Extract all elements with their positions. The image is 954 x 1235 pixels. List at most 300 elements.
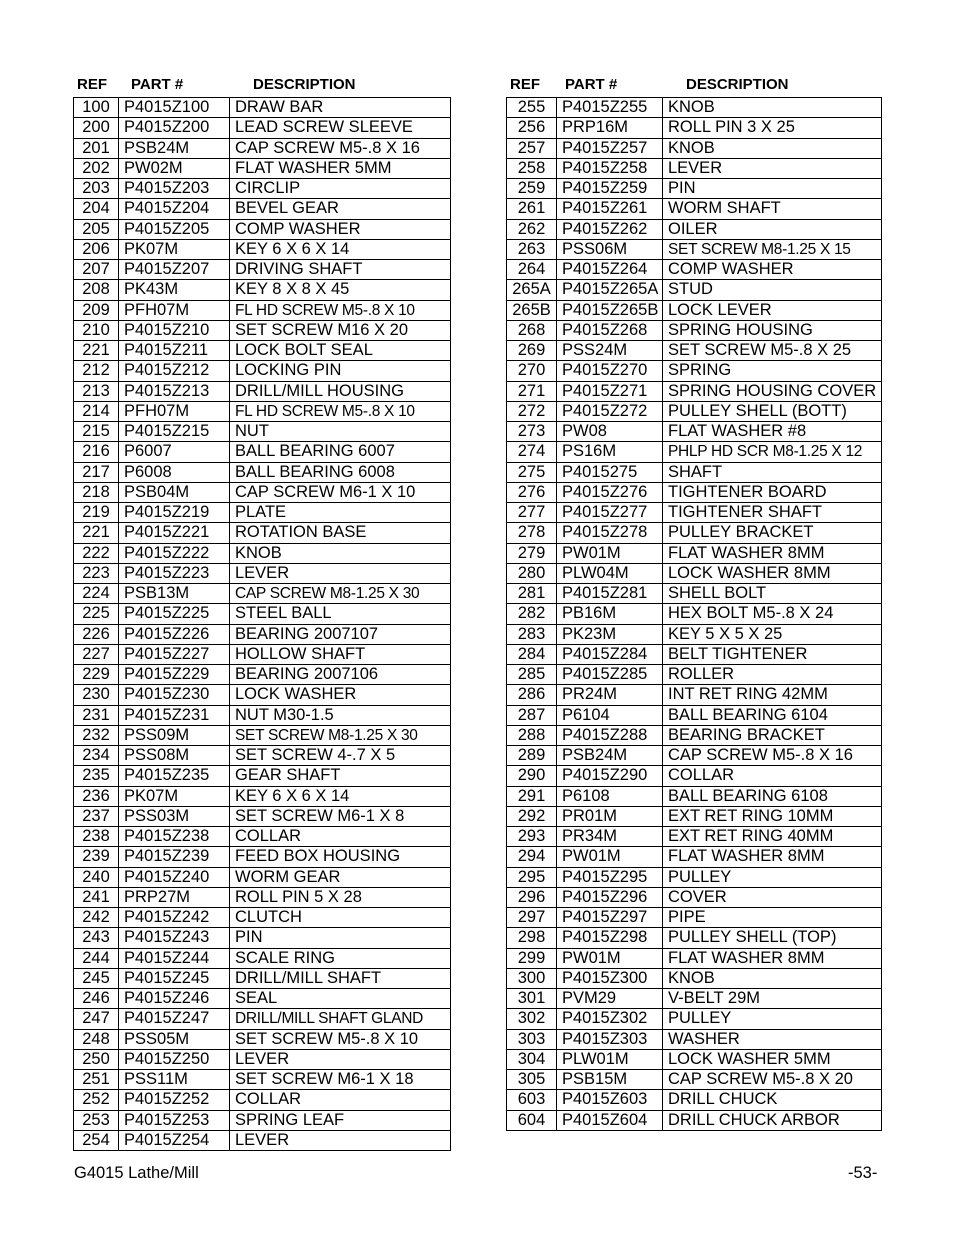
table-row xyxy=(507,644,882,664)
part-number-cell: PSB24M xyxy=(119,138,230,158)
table-row xyxy=(507,624,882,644)
table-row xyxy=(507,523,882,543)
left-table-header xyxy=(73,74,451,97)
table-row xyxy=(74,179,451,199)
part-number-cell: PW01M xyxy=(557,948,663,968)
right-parts-table xyxy=(506,97,882,1131)
ref-cell: 213 xyxy=(74,381,119,401)
part-number-cell: P4015Z212 xyxy=(119,361,230,381)
description-header: DESCRIPTION xyxy=(686,76,789,93)
part-number-cell: P4015Z257 xyxy=(557,138,663,158)
table-row xyxy=(507,563,882,583)
part-number-cell: P4015Z281 xyxy=(557,584,663,604)
description-cell: V-BELT 29M xyxy=(663,989,882,1009)
table-row xyxy=(74,341,451,361)
part-number-cell: P4015Z207 xyxy=(119,260,230,280)
part-number-cell: PW01M xyxy=(557,543,663,563)
part-number-cell: P4015Z300 xyxy=(557,968,663,988)
description-cell: DRIVING SHAFT xyxy=(230,260,451,280)
table-row xyxy=(507,300,882,320)
ref-cell: 219 xyxy=(74,503,119,523)
part-number-cell: P4015Z254 xyxy=(119,1130,230,1150)
part-number-cell: PSB15M xyxy=(557,1070,663,1090)
ref-cell: 221 xyxy=(74,523,119,543)
ref-cell: 296 xyxy=(507,887,557,907)
part-number-cell: P4015Z227 xyxy=(119,644,230,664)
part-number-cell: P4015Z100 xyxy=(119,98,230,118)
part-number-cell: P4015Z238 xyxy=(119,827,230,847)
ref-cell: 285 xyxy=(507,665,557,685)
table-row xyxy=(507,584,882,604)
table-row xyxy=(74,1029,451,1049)
description-cell: COMP WASHER xyxy=(663,260,882,280)
table-row xyxy=(507,766,882,786)
table-row xyxy=(507,665,882,685)
ref-cell: 256 xyxy=(507,118,557,138)
part-number-cell: PSS06M xyxy=(557,239,663,259)
part-number-cell: P6108 xyxy=(557,786,663,806)
description-cell: LEVER xyxy=(663,158,882,178)
ref-cell: 603 xyxy=(507,1090,557,1110)
description-cell: CLUTCH xyxy=(230,908,451,928)
description-cell: LOCKING PIN xyxy=(230,361,451,381)
part-number-cell: P4015Z255 xyxy=(557,98,663,118)
part-number-cell: P4015Z245 xyxy=(119,968,230,988)
part-number-cell: PK07M xyxy=(119,239,230,259)
part-number-cell: P4015Z277 xyxy=(557,503,663,523)
ref-cell: 255 xyxy=(507,98,557,118)
description-cell: NUT xyxy=(230,422,451,442)
ref-cell: 235 xyxy=(74,766,119,786)
part-number-cell: P4015Z243 xyxy=(119,928,230,948)
ref-cell: 236 xyxy=(74,786,119,806)
table-row xyxy=(74,320,451,340)
table-row xyxy=(74,158,451,178)
table-row xyxy=(507,179,882,199)
ref-cell: 248 xyxy=(74,1029,119,1049)
part-number-cell: P4015Z229 xyxy=(119,665,230,685)
table-row xyxy=(74,584,451,604)
table-row xyxy=(507,260,882,280)
part-number-cell: P4015Z264 xyxy=(557,260,663,280)
description-cell: DRILL CHUCK xyxy=(663,1090,882,1110)
ref-cell: 265B xyxy=(507,300,557,320)
part-number-cell: PFH07M xyxy=(119,300,230,320)
ref-cell: 237 xyxy=(74,806,119,826)
table-row xyxy=(74,847,451,867)
table-row xyxy=(507,604,882,624)
table-row xyxy=(507,503,882,523)
ref-cell: 262 xyxy=(507,219,557,239)
description-cell: COMP WASHER xyxy=(230,219,451,239)
ref-cell: 204 xyxy=(74,199,119,219)
description-cell: PULLEY xyxy=(663,867,882,887)
description-cell: ROTATION BASE xyxy=(230,523,451,543)
part-number-cell: P4015Z298 xyxy=(557,928,663,948)
description-cell: ROLLER xyxy=(663,665,882,685)
part-number-cell: P4015Z219 xyxy=(119,503,230,523)
part-number-cell: P4015Z253 xyxy=(119,1110,230,1130)
description-cell: FLAT WASHER 8MM xyxy=(663,948,882,968)
ref-cell: 242 xyxy=(74,908,119,928)
description-cell: BEVEL GEAR xyxy=(230,199,451,219)
table-row xyxy=(74,1110,451,1130)
ref-cell: 300 xyxy=(507,968,557,988)
table-row xyxy=(74,361,451,381)
ref-cell: 215 xyxy=(74,422,119,442)
ref-cell: 304 xyxy=(507,1049,557,1069)
ref-cell: 252 xyxy=(74,1090,119,1110)
ref-cell: 258 xyxy=(507,158,557,178)
table-row xyxy=(74,199,451,219)
part-number-cell: P4015Z278 xyxy=(557,523,663,543)
part-number-cell: PSS24M xyxy=(557,341,663,361)
part-number-cell: P4015Z223 xyxy=(119,563,230,583)
part-number-cell: P4015Z246 xyxy=(119,989,230,1009)
table-row xyxy=(507,989,882,1009)
description-cell: CAP SCREW M5-.8 X 16 xyxy=(230,138,451,158)
part-number-cell: P4015Z235 xyxy=(119,766,230,786)
part-number-cell: P4015Z203 xyxy=(119,179,230,199)
description-cell: BALL BEARING 6007 xyxy=(230,442,451,462)
description-cell: FEED BOX HOUSING xyxy=(230,847,451,867)
ref-cell: 291 xyxy=(507,786,557,806)
ref-cell: 280 xyxy=(507,563,557,583)
description-cell: KNOB xyxy=(663,968,882,988)
description-cell: COLLAR xyxy=(230,1090,451,1110)
description-cell: SET SCREW M8-1.25 X 15 xyxy=(663,239,882,259)
part-number-cell: P4015Z204 xyxy=(119,199,230,219)
ref-cell: 250 xyxy=(74,1049,119,1069)
description-cell: KEY 5 X 5 X 25 xyxy=(663,624,882,644)
ref-cell: 293 xyxy=(507,827,557,847)
ref-cell: 221 xyxy=(74,341,119,361)
ref-cell: 225 xyxy=(74,604,119,624)
page-number: -53- xyxy=(848,1164,878,1182)
ref-cell: 240 xyxy=(74,867,119,887)
table-row xyxy=(507,746,882,766)
ref-cell: 301 xyxy=(507,989,557,1009)
ref-cell: 276 xyxy=(507,482,557,502)
part-number-cell: P4015275 xyxy=(557,462,663,482)
description-cell: FLAT WASHER #8 xyxy=(663,422,882,442)
part-number-cell: P4015Z262 xyxy=(557,219,663,239)
description-cell: PIN xyxy=(663,179,882,199)
ref-cell: 205 xyxy=(74,219,119,239)
ref-cell: 288 xyxy=(507,725,557,745)
table-row xyxy=(74,1049,451,1069)
table-row xyxy=(74,300,451,320)
description-cell: OILER xyxy=(663,219,882,239)
part-number-cell: P4015Z226 xyxy=(119,624,230,644)
part-number-cell: P4015Z288 xyxy=(557,725,663,745)
table-row xyxy=(507,442,882,462)
ref-cell: 305 xyxy=(507,1070,557,1090)
ref-cell: 299 xyxy=(507,948,557,968)
description-cell: SET SCREW M5-.8 X 25 xyxy=(663,341,882,361)
ref-cell: 100 xyxy=(74,98,119,118)
part-number-cell: PLW04M xyxy=(557,563,663,583)
part-header: PART # xyxy=(131,76,184,93)
description-cell: NUT M30-1.5 xyxy=(230,705,451,725)
table-row xyxy=(507,887,882,907)
ref-cell: 232 xyxy=(74,725,119,745)
description-cell: DRAW BAR xyxy=(230,98,451,118)
description-cell: COVER xyxy=(663,887,882,907)
part-number-cell: P4015Z239 xyxy=(119,847,230,867)
table-row xyxy=(74,543,451,563)
description-cell: WORM SHAFT xyxy=(663,199,882,219)
part-number-cell: PSS09M xyxy=(119,725,230,745)
ref-cell: 302 xyxy=(507,1009,557,1029)
part-number-cell: P4015Z268 xyxy=(557,320,663,340)
description-cell: DRILL/MILL SHAFT xyxy=(230,968,451,988)
table-row xyxy=(74,381,451,401)
ref-cell: 245 xyxy=(74,968,119,988)
part-number-cell: P4015Z215 xyxy=(119,422,230,442)
table-row xyxy=(74,401,451,421)
table-row xyxy=(74,482,451,502)
description-cell: WORM GEAR xyxy=(230,867,451,887)
table-row xyxy=(74,786,451,806)
description-cell: COLLAR xyxy=(663,766,882,786)
ref-cell: 238 xyxy=(74,827,119,847)
ref-cell: 251 xyxy=(74,1070,119,1090)
part-number-cell: P4015Z290 xyxy=(557,766,663,786)
part-number-cell: P4015Z240 xyxy=(119,867,230,887)
description-cell: PULLEY BRACKET xyxy=(663,523,882,543)
description-cell: FLAT WASHER 8MM xyxy=(663,543,882,563)
part-number-cell: P4015Z271 xyxy=(557,381,663,401)
part-number-cell: P4015Z221 xyxy=(119,523,230,543)
part-number-cell: P6104 xyxy=(557,705,663,725)
description-cell: SHELL BOLT xyxy=(663,584,882,604)
table-row xyxy=(507,320,882,340)
part-number-cell: PSB13M xyxy=(119,584,230,604)
description-cell: SHAFT xyxy=(663,462,882,482)
table-row xyxy=(507,482,882,502)
description-cell: BALL BEARING 6108 xyxy=(663,786,882,806)
part-number-cell: P6007 xyxy=(119,442,230,462)
part-number-cell: P4015Z259 xyxy=(557,179,663,199)
ref-cell: 208 xyxy=(74,280,119,300)
table-row xyxy=(507,725,882,745)
ref-cell: 206 xyxy=(74,239,119,259)
description-cell: SET SCREW M6-1 X 18 xyxy=(230,1070,451,1090)
part-number-cell: P4015Z284 xyxy=(557,644,663,664)
part-number-cell: P4015Z250 xyxy=(119,1049,230,1069)
ref-cell: 286 xyxy=(507,685,557,705)
ref-cell: 287 xyxy=(507,705,557,725)
table-row xyxy=(507,1070,882,1090)
description-cell: DRILL/MILL HOUSING xyxy=(230,381,451,401)
ref-cell: 253 xyxy=(74,1110,119,1130)
description-cell: LOCK WASHER xyxy=(230,685,451,705)
part-number-cell: PS16M xyxy=(557,442,663,462)
ref-cell: 254 xyxy=(74,1130,119,1150)
description-cell: STEEL BALL xyxy=(230,604,451,624)
ref-cell: 273 xyxy=(507,422,557,442)
ref-cell: 295 xyxy=(507,867,557,887)
part-number-cell: PK07M xyxy=(119,786,230,806)
description-cell: BEARING BRACKET xyxy=(663,725,882,745)
table-row xyxy=(74,887,451,907)
table-row xyxy=(74,766,451,786)
table-row xyxy=(74,219,451,239)
description-cell: BELT TIGHTENER xyxy=(663,644,882,664)
left-parts-table xyxy=(73,97,451,1151)
table-row xyxy=(74,968,451,988)
part-number-cell: P4015Z270 xyxy=(557,361,663,381)
part-number-cell: P4015Z213 xyxy=(119,381,230,401)
part-number-cell: P4015Z276 xyxy=(557,482,663,502)
part-number-cell: P4015Z272 xyxy=(557,401,663,421)
table-row xyxy=(507,847,882,867)
description-cell: KNOB xyxy=(663,138,882,158)
part-number-cell: PLW01M xyxy=(557,1049,663,1069)
description-cell: PULLEY SHELL (BOTT) xyxy=(663,401,882,421)
table-row xyxy=(507,341,882,361)
table-row xyxy=(507,1009,882,1029)
table-row xyxy=(507,827,882,847)
description-cell: COLLAR xyxy=(230,827,451,847)
ref-cell: 264 xyxy=(507,260,557,280)
ref-cell: 202 xyxy=(74,158,119,178)
part-number-cell: PSB04M xyxy=(119,482,230,502)
ref-cell: 244 xyxy=(74,948,119,968)
table-row xyxy=(507,1110,882,1130)
table-row xyxy=(507,1049,882,1069)
table-row xyxy=(74,422,451,442)
ref-cell: 303 xyxy=(507,1029,557,1049)
table-row xyxy=(74,806,451,826)
table-row xyxy=(507,786,882,806)
table-row xyxy=(74,948,451,968)
table-row xyxy=(507,138,882,158)
part-number-cell: PW01M xyxy=(557,847,663,867)
ref-header: REF xyxy=(77,76,107,93)
part-number-cell: P4015Z296 xyxy=(557,887,663,907)
part-number-cell: P4015Z297 xyxy=(557,908,663,928)
part-number-cell: PR01M xyxy=(557,806,663,826)
description-cell: HEX BOLT M5-.8 X 24 xyxy=(663,604,882,624)
ref-cell: 257 xyxy=(507,138,557,158)
table-row xyxy=(74,442,451,462)
part-number-cell: PVM29 xyxy=(557,989,663,1009)
description-cell: FL HD SCREW M5-.8 X 10 xyxy=(230,300,451,320)
description-cell: EXT RET RING 40MM xyxy=(663,827,882,847)
part-number-cell: PRP27M xyxy=(119,887,230,907)
description-cell: DRILL/MILL SHAFT GLAND xyxy=(230,1009,451,1029)
right-table-header xyxy=(506,74,882,97)
table-row xyxy=(507,685,882,705)
description-cell: CAP SCREW M6-1 X 10 xyxy=(230,482,451,502)
table-row xyxy=(74,624,451,644)
ref-cell: 241 xyxy=(74,887,119,907)
description-cell: KEY 6 X 6 X 14 xyxy=(230,786,451,806)
part-number-cell: P4015Z200 xyxy=(119,118,230,138)
part-number-cell: PSB24M xyxy=(557,746,663,766)
description-cell: LOCK WASHER 5MM xyxy=(663,1049,882,1069)
description-cell: FLAT WASHER 5MM xyxy=(230,158,451,178)
table-row xyxy=(74,1009,451,1029)
ref-cell: 271 xyxy=(507,381,557,401)
ref-cell: 210 xyxy=(74,320,119,340)
table-row xyxy=(507,158,882,178)
table-row xyxy=(74,725,451,745)
ref-cell: 212 xyxy=(74,361,119,381)
description-cell: FLAT WASHER 8MM xyxy=(663,847,882,867)
ref-cell: 201 xyxy=(74,138,119,158)
ref-cell: 229 xyxy=(74,665,119,685)
description-cell: LOCK LEVER xyxy=(663,300,882,320)
description-cell: SET SCREW M8-1.25 X 30 xyxy=(230,725,451,745)
table-row xyxy=(507,118,882,138)
table-row xyxy=(507,422,882,442)
description-cell: KNOB xyxy=(663,98,882,118)
description-cell: KNOB xyxy=(230,543,451,563)
description-cell: PIN xyxy=(230,928,451,948)
description-cell: SPRING LEAF xyxy=(230,1110,451,1130)
ref-cell: 604 xyxy=(507,1110,557,1130)
manual-title: G4015 Lathe/Mill xyxy=(74,1164,199,1182)
part-number-cell: PSS11M xyxy=(119,1070,230,1090)
part-header: PART # xyxy=(565,76,618,93)
description-cell: GEAR SHAFT xyxy=(230,766,451,786)
description-cell: PHLP HD SCR M8-1.25 X 12 xyxy=(663,442,882,462)
description-cell: FL HD SCREW M5-.8 X 10 xyxy=(230,401,451,421)
part-number-cell: P4015Z242 xyxy=(119,908,230,928)
table-row xyxy=(74,827,451,847)
description-cell: BALL BEARING 6104 xyxy=(663,705,882,725)
ref-cell: 274 xyxy=(507,442,557,462)
table-row xyxy=(507,239,882,259)
description-cell: SCALE RING xyxy=(230,948,451,968)
ref-cell: 272 xyxy=(507,401,557,421)
ref-cell: 297 xyxy=(507,908,557,928)
ref-cell: 217 xyxy=(74,462,119,482)
part-number-cell: P4015Z302 xyxy=(557,1009,663,1029)
ref-cell: 284 xyxy=(507,644,557,664)
part-number-cell: PSS05M xyxy=(119,1029,230,1049)
ref-cell: 216 xyxy=(74,442,119,462)
table-row xyxy=(507,948,882,968)
description-cell: BEARING 2007107 xyxy=(230,624,451,644)
ref-cell: 268 xyxy=(507,320,557,340)
description-cell: STUD xyxy=(663,280,882,300)
part-number-cell: PW08 xyxy=(557,422,663,442)
part-number-cell: P4015Z231 xyxy=(119,705,230,725)
description-cell: LEVER xyxy=(230,563,451,583)
description-cell: BEARING 2007106 xyxy=(230,665,451,685)
table-row xyxy=(507,543,882,563)
description-cell: TIGHTENER BOARD xyxy=(663,482,882,502)
description-cell: PLATE xyxy=(230,503,451,523)
description-cell: WASHER xyxy=(663,1029,882,1049)
table-row xyxy=(507,462,882,482)
part-number-cell: P4015Z604 xyxy=(557,1110,663,1130)
description-cell: ROLL PIN 3 X 25 xyxy=(663,118,882,138)
table-row xyxy=(74,138,451,158)
part-number-cell: P4015Z265A xyxy=(557,280,663,300)
table-row xyxy=(507,1029,882,1049)
ref-cell: 222 xyxy=(74,543,119,563)
table-row xyxy=(74,685,451,705)
ref-cell: 269 xyxy=(507,341,557,361)
table-row xyxy=(507,98,882,118)
description-cell: TIGHTENER SHAFT xyxy=(663,503,882,523)
table-row xyxy=(74,462,451,482)
